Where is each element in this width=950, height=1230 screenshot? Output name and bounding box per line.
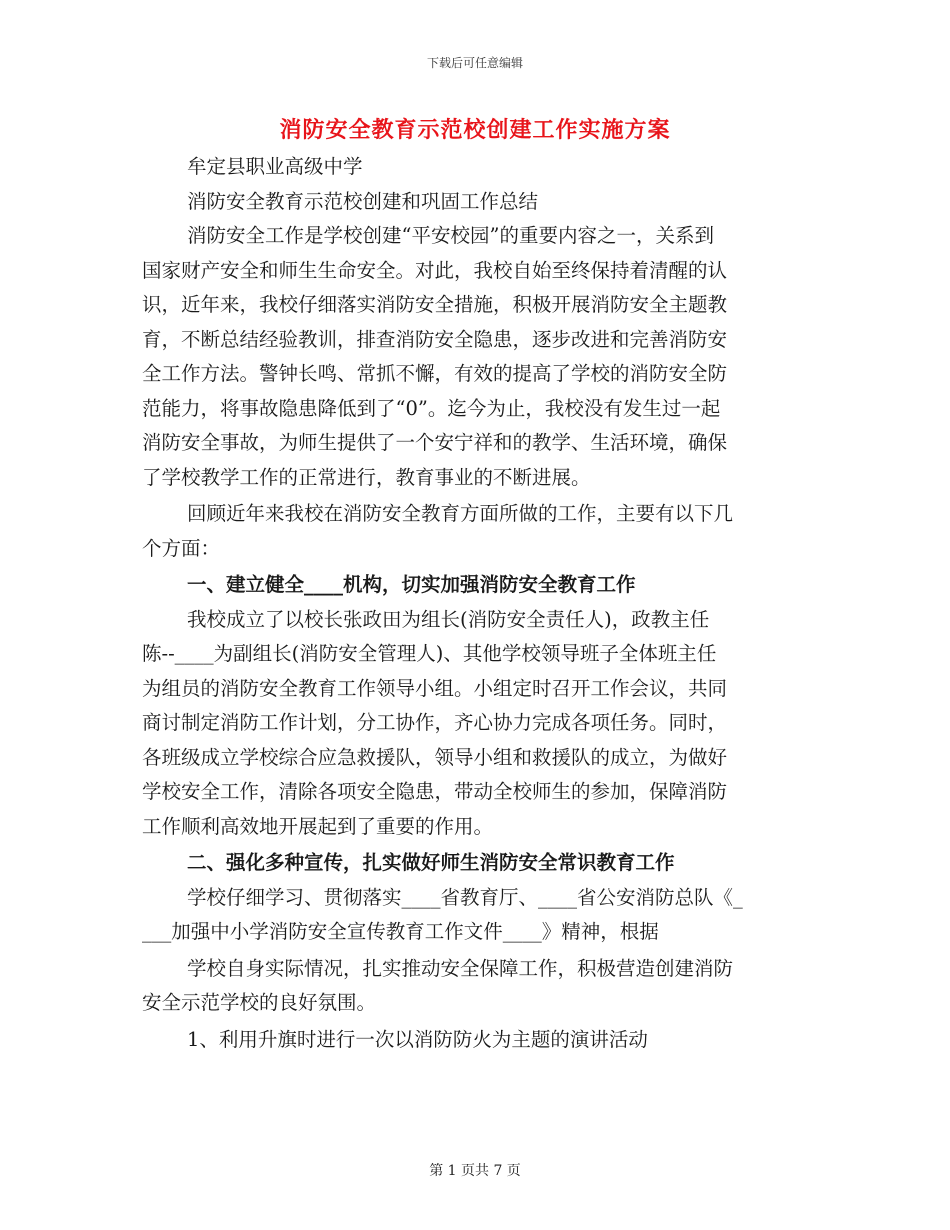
document-title: 消防安全教育示范校创建工作实施方案 (279, 117, 671, 143)
paragraph-line: 了学校教学工作的正常进行，教育事业的不断进展。 (142, 465, 591, 489)
paragraph-line: 消防安全事故，为师生提供了一个安宁祥和的教学、生活环境，确保 (142, 431, 728, 454)
paragraph-line: 国家财产安全和师生生命安全。对此，我校自始至终保持着清醒的认 (142, 258, 728, 282)
paragraph-line: 学校仔细学习、贯彻落实____省教育厅、____省公安消防总队《_ (187, 885, 743, 909)
section-heading-2: 二、强化多种宣传，扎实做好师生消防安全常识教育工作 (187, 851, 675, 874)
paragraph-line: 工作顺利高效地开展起到了重要的作用。 (142, 814, 494, 838)
paragraph-line: 范能力，将事故隐患降低到了“0”。迄今为止，我校没有发生过一起 (142, 396, 721, 420)
school-name: 牟定县职业高级中学 (187, 155, 363, 178)
summary-title: 消防安全教育示范校创建和巩固工作总结 (187, 189, 539, 213)
paragraph-line: 育，不断总结经验教训，排查消防安全隐患，逐步改进和完善消防安 (142, 327, 728, 351)
section-heading-1: 一、建立健全____机构，切实加强消防安全教育工作 (187, 573, 636, 596)
paragraph-line: 消防安全工作是学校创建“平安校园”的重要内容之一，关系到 (187, 224, 714, 247)
paragraph-line: 全工作方法。警钟长鸣、常抓不懈，有效的提高了学校的消防安全防 (142, 362, 728, 385)
paragraph-line: ___加强中小学消防安全宣传教育工作文件____》精神，根据 (142, 920, 659, 943)
page-header-note: 下载后可任意编辑 (426, 56, 523, 70)
paragraph-line: 个方面： (142, 536, 221, 560)
paragraph-line: 陈--____为副组长(消防安全管理人)、其他学校领导班子全体班主任 (142, 642, 717, 665)
paragraph-line: 安全示范学校的良好氛围。 (142, 991, 377, 1014)
paragraph-line: 识，近年来，我校仔细落实消防安全措施，积极开展消防安全主题教 (142, 293, 728, 316)
document-body (142, 150, 808, 1057)
paragraph-line: 我校成立了以校长张政田为组长(消防安全责任人)，政教主任 (187, 607, 710, 631)
paragraph-line: 学校自身实际情况，扎实推动安全保障工作，积极营造创建消防 (187, 956, 734, 980)
paragraph-line: 各班级成立学校综合应急救援队，领导小组和救援队的成立，为做好 (142, 745, 728, 769)
paragraph-line: 学校安全工作，清除各项安全隐患，带动全校师生的参加，保障消防 (142, 780, 728, 803)
list-item: 1、利用升旗时进行一次以消防防火为主题的演讲活动 (187, 1027, 648, 1051)
page-number: 第 1 页共 7 页 (429, 1163, 521, 1179)
paragraph-line: 为组员的消防安全教育工作领导小组。小组定时召开工作会议，共同 (142, 676, 728, 700)
paragraph-line: 商讨制定消防工作计划，分工协作，齐心协力完成各项任务。同时， (142, 711, 728, 734)
paragraph-line: 回顾近年来我校在消防安全教育方面所做的工作，主要有以下几 (187, 502, 734, 525)
